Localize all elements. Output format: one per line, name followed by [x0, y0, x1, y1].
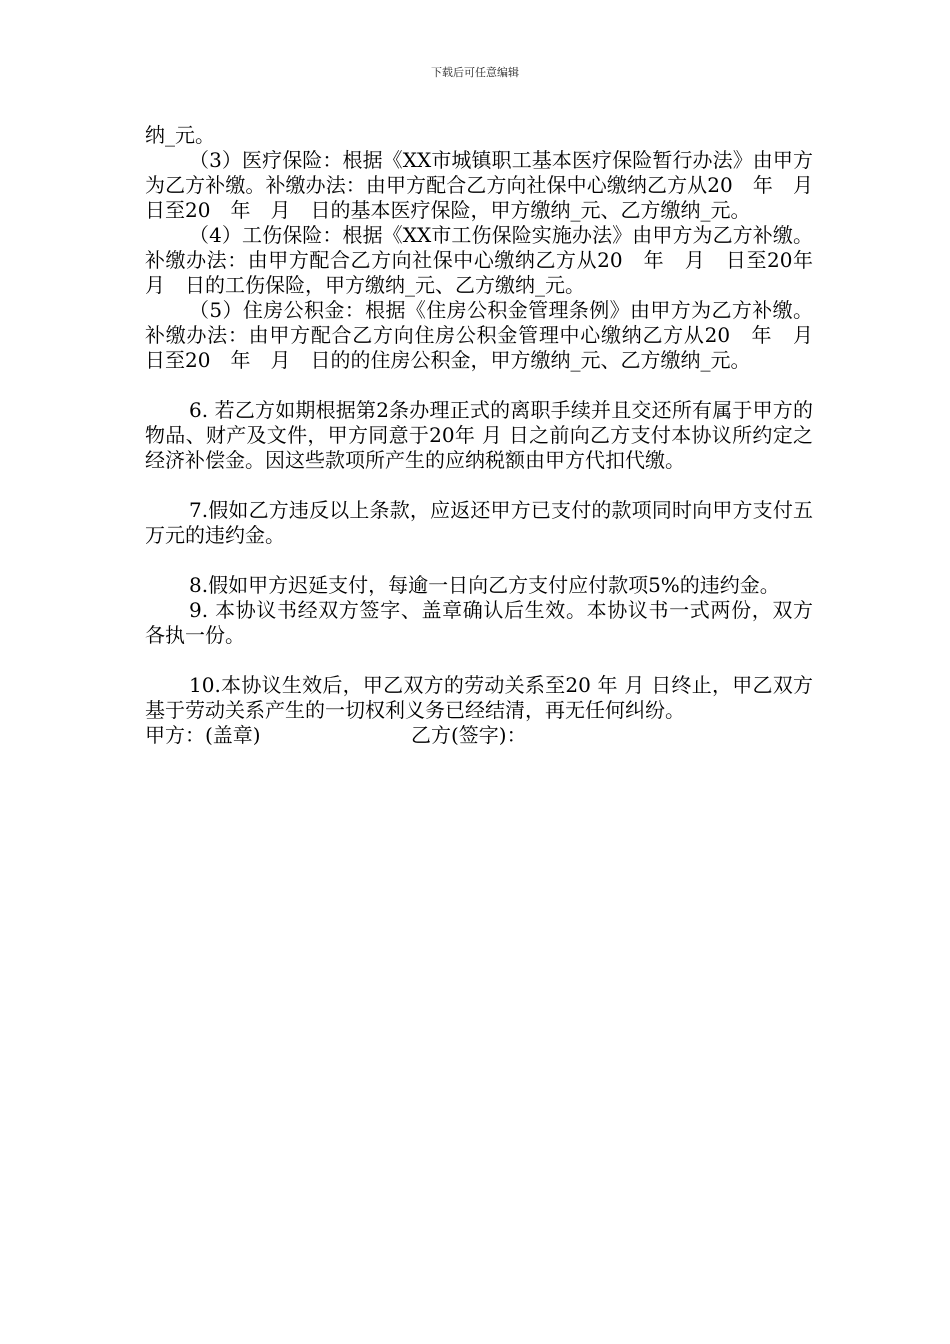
document-body [145, 123, 833, 748]
paragraph-clause-6: 6. 若乙方如期根据第2条办理正式的离职手续并且交还所有属于甲方的物品、财产及文件，甲方同意于20年 月 日之前向乙方支付本协议所约定之经济补偿金。因这些款项所产生的应纳税额由甲方代扣代缴。 [145, 398, 813, 472]
signature-party-b: 乙方(签字)： [411, 723, 527, 747]
paragraph-work-injury-insurance: （4）工伤保险：根据《XX市工伤保险实施办法》由甲方为乙方补缴。补缴办法：由甲方配合乙方向社保中心缴纳乙方从20 年 月 日至20年 月 日的工伤保险，甲方缴纳_元、乙方缴纳_元。 [145, 223, 833, 297]
paragraph-housing-fund: （5）住房公积金：根据《住房公积金管理条例》由甲方为乙方补缴。补缴办法：由甲方配合乙方向住房公积金管理中心缴纳乙方从20 年 月 日至20 年 月 日的的住房公积金，甲方缴纳_元、乙方缴纳_元。 [145, 298, 833, 372]
signature-row [145, 723, 813, 748]
paragraph-clause-9: 9. 本协议书经双方签字、盖章确认后生效。本协议书一式两份，双方各执一份。 [145, 598, 813, 647]
paragraph-medical-insurance: （3）医疗保险：根据《XX市城镇职工基本医疗保险暂行办法》由甲方为乙方补缴。补缴办法：由甲方配合乙方向社保中心缴纳乙方从20 年 月 日至20 年 月 日的基本医疗保险，甲方缴纳_元、乙方缴纳_元。 [145, 148, 833, 222]
signature-party-a: 甲方：(盖章) [145, 723, 261, 747]
page-header-note: 下载后可任意编辑 [431, 66, 519, 79]
paragraph-continuation: 纳_元。 [145, 123, 215, 147]
paragraph-clause-8: 8.假如甲方迟延支付，每逾一日向乙方支付应付款项5%的违约金。 [189, 573, 780, 597]
paragraph-clause-7: 7.假如乙方违反以上条款，应返还甲方已支付的款项同时向甲方支付五万元的违约金。 [145, 498, 813, 547]
paragraph-clause-10: 10.本协议生效后，甲乙双方的劳动关系至20 年 月 日终止，甲乙双方基于劳动关系产生的一切权利义务已经结清，再无任何纠纷。 [145, 673, 813, 722]
